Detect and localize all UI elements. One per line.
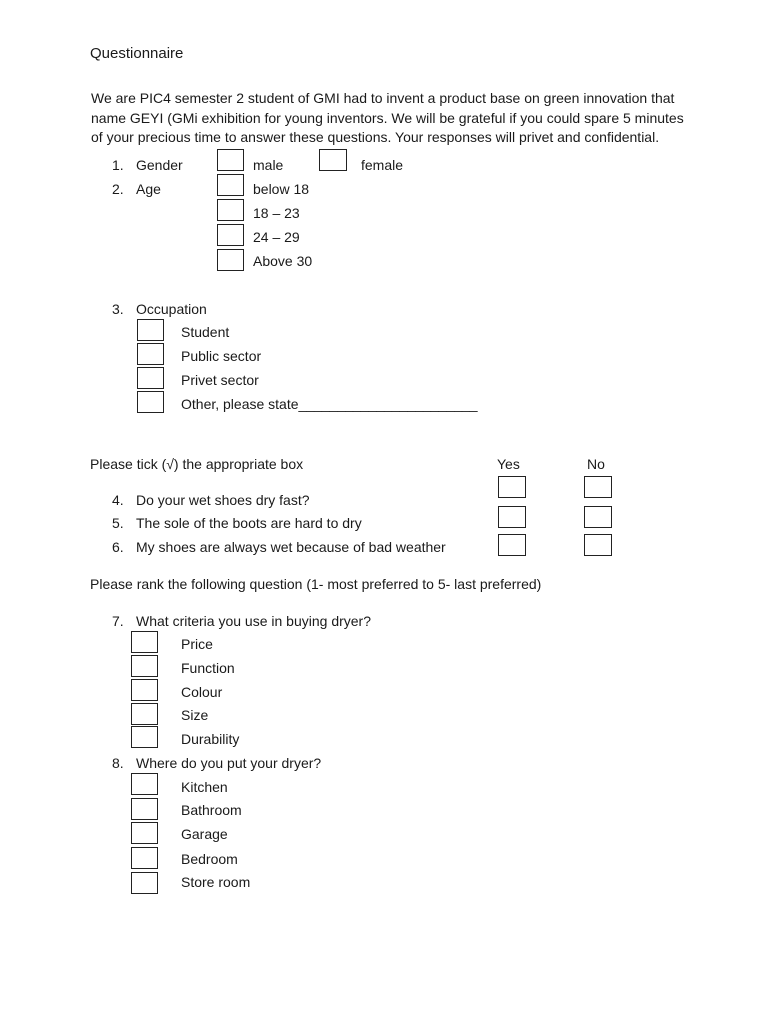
page-title: Questionnaire bbox=[90, 45, 184, 62]
q1-label: Gender bbox=[136, 157, 183, 173]
location-option-label: Kitchen bbox=[181, 779, 228, 795]
criteria-option-label: Size bbox=[181, 707, 209, 723]
location-option-label: Bathroom bbox=[181, 802, 242, 818]
location-option-label: Bedroom bbox=[181, 851, 238, 867]
q6-yes-checkbox[interactable] bbox=[498, 534, 526, 556]
q6-text: My shoes are always wet because of bad weather bbox=[136, 539, 446, 555]
criteria-size-rank-box[interactable] bbox=[131, 703, 158, 725]
q5-yes-checkbox[interactable] bbox=[498, 506, 526, 528]
age-option-label: Above 30 bbox=[253, 253, 313, 269]
age-below-18-checkbox[interactable] bbox=[217, 174, 244, 196]
q1-number: 1. bbox=[112, 157, 124, 173]
q3-label: Occupation bbox=[136, 301, 207, 317]
occupation-option-label: Privet sector bbox=[181, 372, 259, 388]
no-column-header: No bbox=[587, 456, 605, 472]
criteria-function-rank-box[interactable] bbox=[131, 655, 158, 677]
q8-label: Where do you put your dryer? bbox=[136, 755, 322, 771]
criteria-price-rank-box[interactable] bbox=[131, 631, 158, 653]
occupation-privet-checkbox[interactable] bbox=[137, 367, 164, 389]
criteria-option-label: Durability bbox=[181, 731, 240, 747]
q7-number: 7. bbox=[112, 613, 124, 629]
q4-yes-checkbox[interactable] bbox=[498, 476, 526, 498]
gender-male-label: male bbox=[253, 157, 284, 173]
q4-text: Do your wet shoes dry fast? bbox=[136, 492, 310, 508]
gender-female-label: female bbox=[361, 157, 404, 173]
criteria-option-label: Colour bbox=[181, 684, 223, 700]
q5-no-checkbox[interactable] bbox=[584, 506, 612, 528]
tick-instruction: Please tick (√) the appropriate box bbox=[90, 456, 304, 472]
rank-instruction: Please rank the following question (1- most preferred to 5- last preferred) bbox=[90, 576, 542, 592]
age-18-23-checkbox[interactable] bbox=[217, 199, 244, 221]
q8-number: 8. bbox=[112, 755, 124, 771]
occupation-other-checkbox[interactable] bbox=[137, 391, 164, 413]
criteria-option-label: Price bbox=[181, 636, 213, 652]
intro-paragraph bbox=[91, 89, 691, 148]
gender-male-checkbox[interactable] bbox=[217, 149, 244, 171]
occupation-option-label: Public sector bbox=[181, 348, 262, 364]
criteria-option-label: Function bbox=[181, 660, 235, 676]
intro-line: name GEYI (GMi exhibition for young inventors. We will be grateful if you could spare 5 minutes bbox=[91, 109, 684, 126]
q6-number: 6. bbox=[112, 539, 124, 555]
age-24-29-checkbox[interactable] bbox=[217, 224, 244, 246]
q7-label: What criteria you use in buying dryer? bbox=[136, 613, 371, 629]
location-option-label: Garage bbox=[181, 826, 228, 842]
occupation-student-checkbox[interactable] bbox=[137, 319, 164, 341]
criteria-durability-rank-box[interactable] bbox=[131, 726, 158, 748]
age-above-30-checkbox[interactable] bbox=[217, 249, 244, 271]
q4-no-checkbox[interactable] bbox=[584, 476, 612, 498]
q5-number: 5. bbox=[112, 515, 124, 531]
location-bathroom-rank-box[interactable] bbox=[131, 798, 158, 820]
location-store-room-rank-box[interactable] bbox=[131, 872, 158, 894]
q4-number: 4. bbox=[112, 492, 124, 508]
q5-text: The sole of the boots are hard to dry bbox=[136, 515, 362, 531]
location-option-label: Store room bbox=[181, 874, 251, 890]
age-option-label: 18 – 23 bbox=[253, 205, 300, 221]
occupation-option-label: Other, please state_______________________ bbox=[181, 396, 478, 412]
occupation-option-label: Student bbox=[181, 324, 230, 340]
q2-number: 2. bbox=[112, 181, 124, 197]
q6-no-checkbox[interactable] bbox=[584, 534, 612, 556]
yes-column-header: Yes bbox=[497, 456, 520, 472]
occupation-public-checkbox[interactable] bbox=[137, 343, 164, 365]
intro-line: of your precious time to answer these questions. Your responses will privet and confidential. bbox=[91, 129, 660, 145]
location-garage-rank-box[interactable] bbox=[131, 822, 158, 844]
location-bedroom-rank-box[interactable] bbox=[131, 847, 158, 869]
q3-number: 3. bbox=[112, 301, 124, 317]
gender-female-checkbox[interactable] bbox=[319, 149, 347, 171]
q2-label: Age bbox=[136, 181, 161, 197]
criteria-colour-rank-box[interactable] bbox=[131, 679, 158, 701]
intro-line: We are PIC4 semester 2 student of GMI had to invent a product base on green innovation that bbox=[91, 90, 675, 106]
age-option-label: 24 – 29 bbox=[253, 229, 300, 245]
age-option-label: below 18 bbox=[253, 181, 310, 197]
location-kitchen-rank-box[interactable] bbox=[131, 773, 158, 795]
